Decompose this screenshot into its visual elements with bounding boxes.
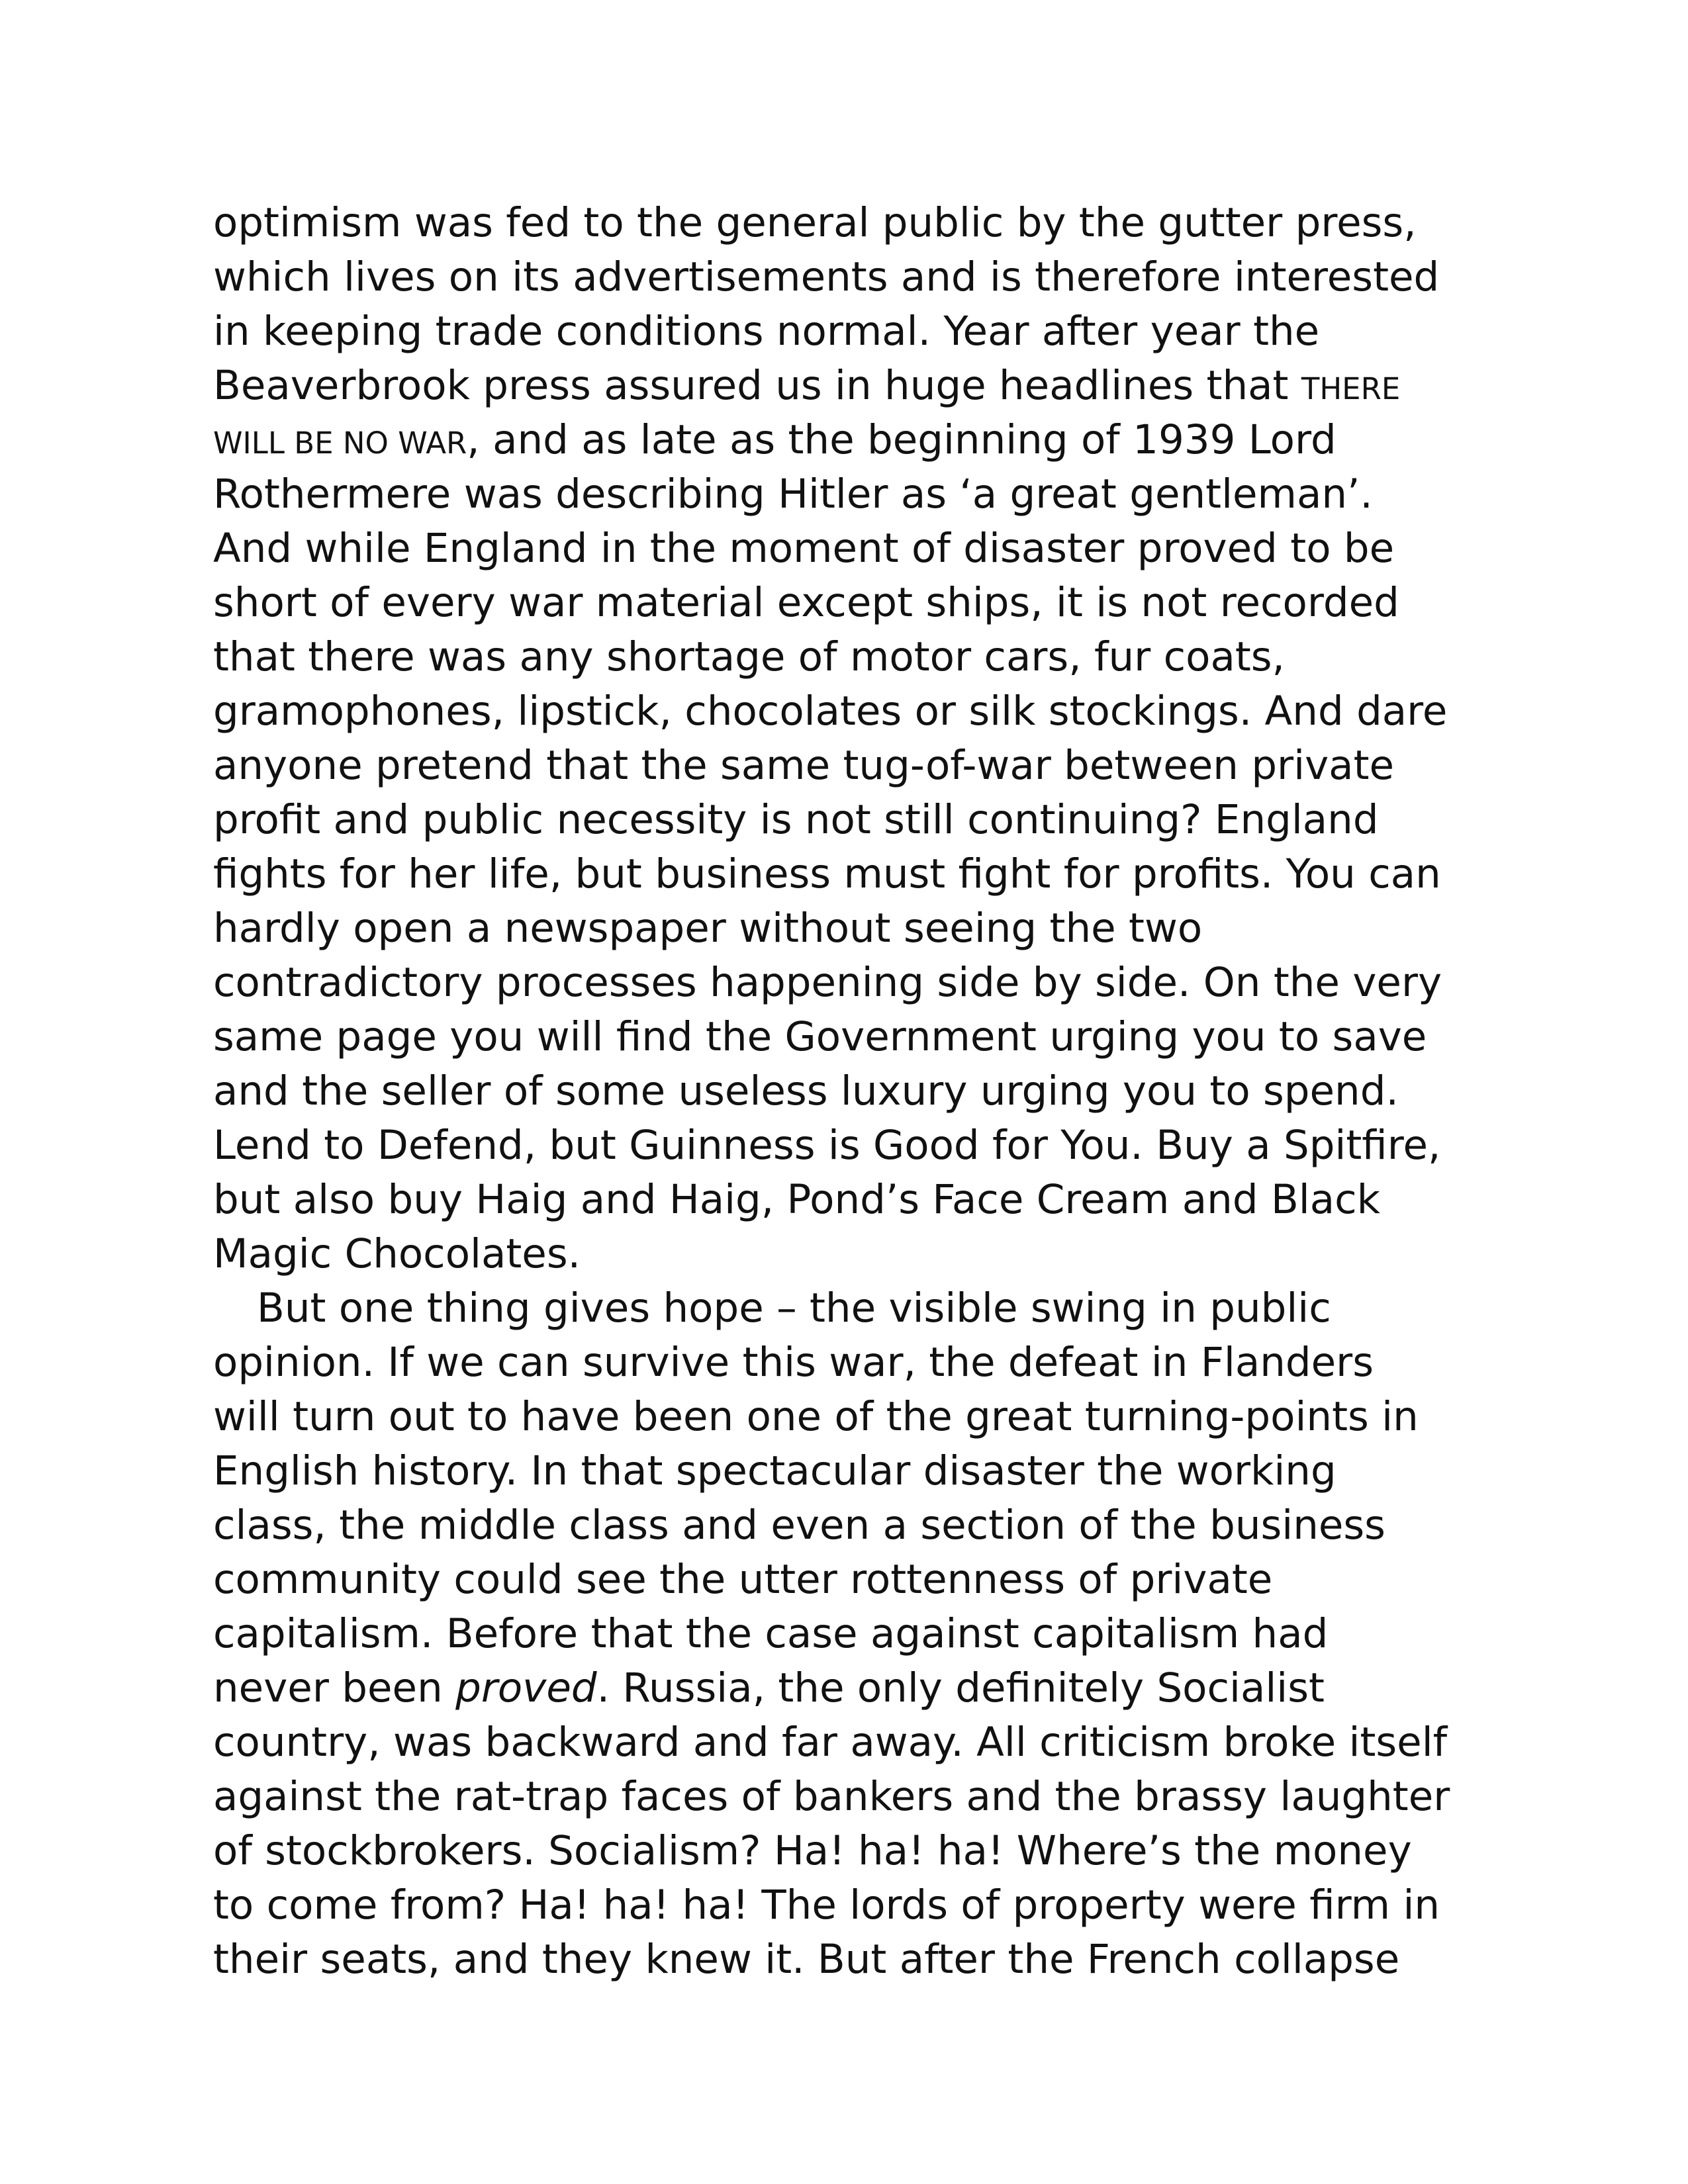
text-line: but also buy Haig and Haig, Pond’s Face Cream and Black (213, 1176, 1380, 1223)
text-line: Rothermere was describing Hitler as ‘a great gentleman’. (213, 471, 1373, 518)
text-line: community could see the utter rottenness of private (213, 1556, 1273, 1603)
text-line (213, 1661, 1537, 1715)
text-line: that there was any shortage of motor cars, fur coats, (213, 633, 1285, 680)
text-line: optimism was fed to the general public by the gutter press, (213, 199, 1417, 246)
paragraph-start-line: But one thing gives hope – the visible swing in public (257, 1285, 1331, 1332)
italic-text: proved (455, 1664, 597, 1711)
text-run: Beaverbrook press assured us in huge headlines that (213, 362, 1301, 409)
text-line: And while England in the moment of disaster proved to be (213, 525, 1395, 572)
text-line: of stockbrokers. Socialism? Ha! ha! ha! Where’s the money (213, 1827, 1412, 1874)
text-line: gramophones, lipstick, chocolates or silk stockings. And dare (213, 688, 1448, 735)
text-line: their seats, and they knew it. But after the French collapse (213, 1936, 1400, 1983)
small-caps-text: THERE (1301, 371, 1401, 406)
text-line: class, the middle class and even a section of the business (213, 1502, 1385, 1549)
text-line: Lend to Defend, but Guinness is Good for You. Buy a Spitfire, (213, 1122, 1441, 1169)
text-line: same page you will find the Government urging you to save (213, 1013, 1427, 1060)
text-line: country, was backward and far away. All criticism broke itself (213, 1719, 1448, 1766)
text-line: opinion. If we can survive this war, the defeat in Flanders (213, 1339, 1374, 1386)
text-line: hardly open a newspaper without seeing the two (213, 905, 1203, 952)
text-line: contradictory processes happening side by side. On the very (213, 959, 1442, 1006)
body-text (213, 196, 1537, 1987)
text-line (213, 413, 1537, 467)
text-line: which lives on its advertisements and is therefore interested (213, 253, 1440, 300)
text-line: Magic Chocolates. (213, 1230, 581, 1277)
text-line: profit and public necessity is not still continuing? England (213, 796, 1379, 843)
text-line: and the seller of some useless luxury urging you to spend. (213, 1068, 1399, 1115)
small-caps-text: WILL BE NO WAR (213, 426, 467, 461)
text-line (213, 359, 1537, 413)
text-run: , and as late as the beginning of 1939 Lord (467, 416, 1336, 463)
text-line: to come from? Ha! ha! ha! The lords of property were firm in (213, 1882, 1440, 1929)
text-line: English history. In that spectacular disaster the working (213, 1447, 1336, 1494)
text-line: anyone pretend that the same tug-of-war between private (213, 742, 1395, 789)
text-run: . Russia, the only definitely Socialist (596, 1664, 1325, 1711)
text-run: never been (213, 1664, 456, 1711)
text-line: fights for her life, but business must fight for profits. You can (213, 850, 1441, 897)
text-line: in keeping trade conditions normal. Year after year the (213, 308, 1320, 355)
text-line: short of every war material except ships, it is not recorded (213, 579, 1399, 626)
text-line: capitalism. Before that the case against capitalism had (213, 1610, 1329, 1657)
text-line: against the rat-trap faces of bankers and the brassy laughter (213, 1773, 1450, 1820)
text-line: will turn out to have been one of the great turning-points in (213, 1393, 1419, 1440)
